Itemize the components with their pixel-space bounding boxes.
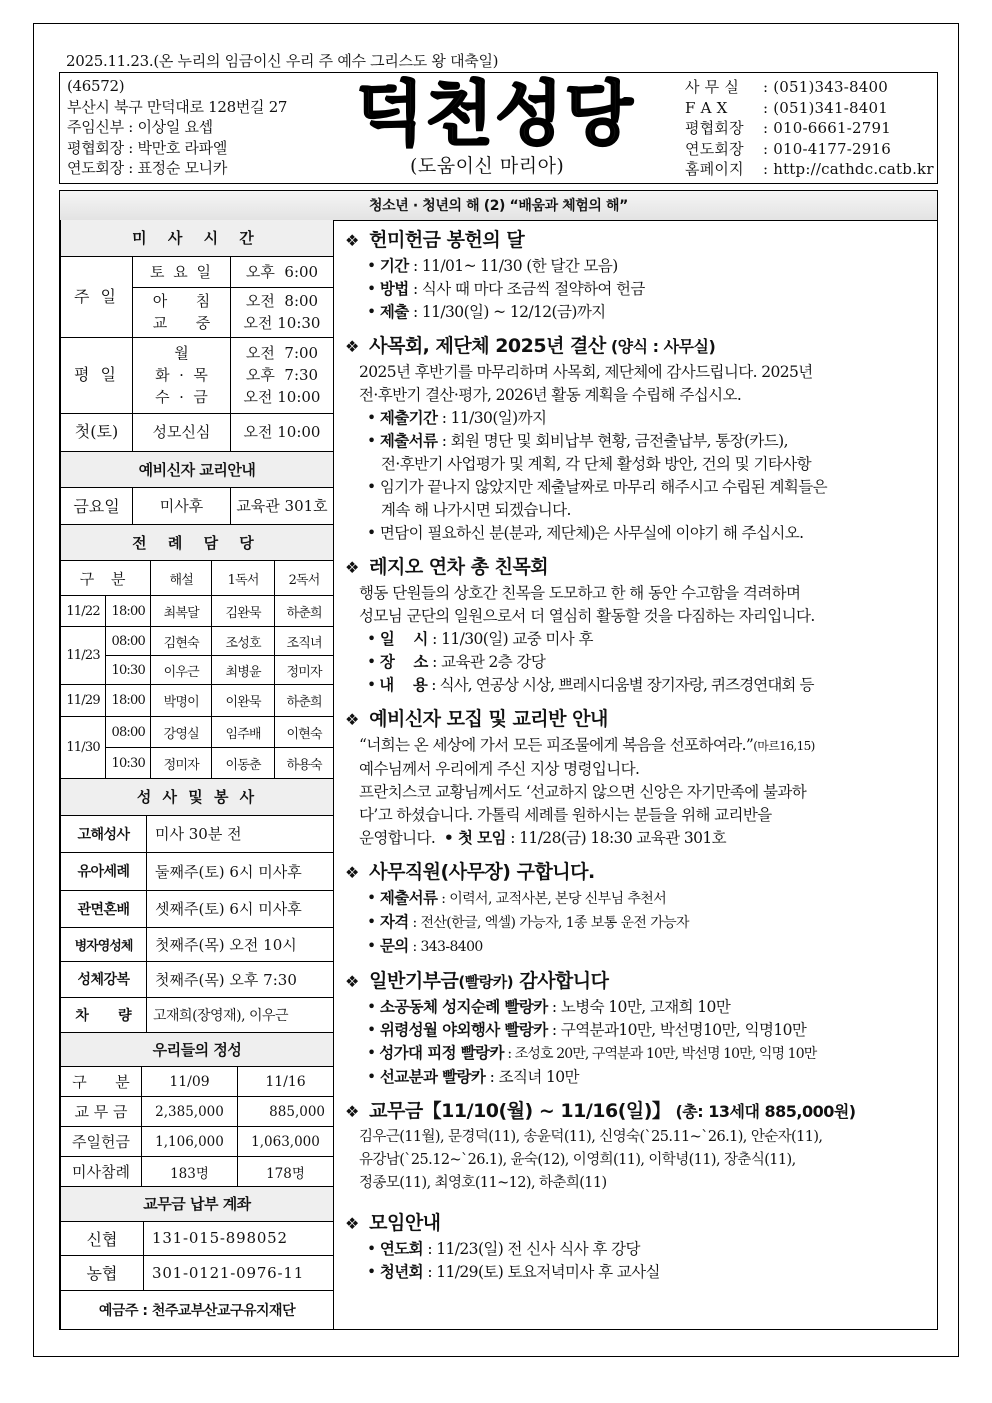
mass-schedule-title: 미 사 시 간	[61, 220, 334, 256]
liturgy-roster-table: 전 례 담 당 구 분 해설 1독서 2독서 11/22 18:00 최복달 김완묵 하춘희 11/23 08:00 김현숙 조성호 조직녀 10:30 이우근 최병윤 정미자 11/29 18:00 박명이 이완묵 하춘희 11/30 08:00 강영실 임주배 이현숙 10:30 정미자 이동춘 하용숙	[60, 525, 334, 780]
contact-council: 평협회장 : 010-6661-2791	[685, 119, 891, 137]
section-donations: ❖ 일반기부금(빨랑카) 감사합니다 • 소공동체 성지순례 빨랑카 : 노병숙 10만, 고재희 10만 • 위령성월 야외행사 빨랑카 : 구역분과10만, 박선명10만, 익명10만 • 성가대 피정 빨랑카 : 조성호 20만, 구역분과 10만, 박선명 10만, 익명 10만 • 선교분과 빨랑카 : 조직녀 10만	[345, 970, 817, 1086]
account-table: 교무금 납부 계좌 신협 131-015-898052 농협 301-0121-0976-11 예금주 : 천주교부산교구유지재단	[60, 1187, 334, 1330]
section-meetings: ❖ 모임안내 • 연도회 : 11/23(일) 전 신사 식사 후 강당 • 청년회 : 11/29(토) 토요저녁미사 후 교사실	[345, 1212, 660, 1281]
dateline: 2025.11.23.(온 누리의 임금이신 우리 주 예수 그리스도 왕 대축일)	[66, 52, 499, 70]
liturgy-row: 11/23 08:00 김현숙 조성호 조직녀	[61, 627, 334, 656]
parish-info	[67, 76, 287, 179]
address: 부산시 북구 만덕대로 128번길 27	[67, 97, 288, 116]
diamond-bullet-icon: ❖	[345, 972, 359, 991]
section-legio: ❖ 레지오 연차 총 친목회 행동 단원들의 상호간 친목을 도모하고 한 해 동안 수고함을 격려하며 성모님 군단의 일원으로서 더 열심히 활동할 것을 다짐하는 자리입니다. • 일 시 : 11/30(일) 교중 미사 후 • 장 소 : 교육관 2층 강당 • 내 용 : 식사, 연공상 시상, 쁘레시디움별 장기자랑, 퀴즈경연대회 등	[345, 556, 815, 694]
diamond-bullet-icon: ❖	[345, 231, 359, 250]
section-catechumen: ❖ 예비신자 모집 및 교리반 안내 “너희는 온 세상에 가서 모든 피조물에게 복음을 선포하여라.”(마르16,15) 예수님께서 우리에게 주신 지상 명령입니다. 프란치스코 교황님께서도 ‘선교하지 않으면 신앙은 자기만족에 불과하 다’고 하셨습니다. 가톨릭 세례를 원하시는 분들을 위해 교리반을 운영합니다. • 첫 모임 : 11/28(금) 18:30 교육관 301호	[345, 708, 815, 847]
diamond-bullet-icon: ❖	[345, 337, 359, 356]
diamond-bullet-icon: ❖	[345, 558, 359, 577]
contact-homepage: 홈페이지 : http://cathdc.catb.kr	[685, 160, 934, 178]
contact-fax: F A X : (051)341-8401	[685, 98, 889, 117]
liturgy-row: 11/29 18:00 박명이 이완묵 하춘희	[61, 685, 334, 717]
year-theme-banner: 청소년 · 청년의 해 (2) “배움과 체험의 해”	[59, 190, 938, 221]
liturgy-row: 10:30 이우근 최병윤 정미자	[61, 656, 334, 685]
diamond-bullet-icon: ❖	[345, 1214, 359, 1233]
content-box	[59, 220, 938, 1330]
contact-yeondo: 연도회장 : 010-4177-2916	[685, 139, 891, 158]
catechumen-title: 예비신자 교리안내	[61, 451, 334, 487]
postal-code: (46572)	[67, 77, 125, 95]
council-president: 평협회장 : 박만호 라파엘	[67, 138, 228, 157]
sacraments-table: 성 사 및 봉 사 고해성사 미사 30분 전 유아세례 둘째주(토) 6시 미사후 관면혼배 셋째주(토) 6시 미사후 병자영성체 첫째주(목) 오전 10시 성체강복 첫째주(목) 오후 7:30 차 량 고재희(장영재), 이우근	[60, 779, 334, 1033]
header-box	[59, 72, 938, 184]
pastor: 주임신부 : 이상일 요셉	[67, 118, 213, 136]
liturgy-row: 10:30 정미자 이동춘 하용숙	[61, 748, 334, 779]
sacraments-title: 성 사 및 봉 사	[61, 779, 334, 815]
yeondo-president: 연도회장 : 표정순 모니카	[67, 159, 228, 177]
right-column	[345, 226, 935, 1292]
liturgy-row: 11/30 08:00 강영실 임주배 이현숙	[61, 717, 334, 748]
section-rice-offering: ❖ 헌미헌금 봉헌의 달 • 기간 : 11/01~ 11/30 (한 달간 모음) • 방법 : 식사 때 마다 조금씩 절약하여 헌금 • 제출 : 11/30(일) ~ 12/12(금)까지	[345, 229, 645, 321]
weekday-label: 평 일	[61, 337, 133, 413]
parish-subtitle: (도움이신 마리아)	[410, 155, 565, 177]
account-title: 교무금 납부 계좌	[61, 1187, 334, 1221]
contact-office: 사 무 실 : (051)343-8400	[685, 78, 889, 96]
liturgy-roster-title: 전 례 담 당	[61, 525, 334, 561]
liturgy-row: 11/22 18:00 최복달 김완묵 하춘희	[61, 596, 334, 627]
diamond-bullet-icon: ❖	[345, 710, 359, 729]
offering-table: 우리들의 정성 구 분 11/09 11/16 교 무 금 2,385,000 885,000 주일헌금 1,106,000 1,063,000 미사참례 183명 178명	[60, 1033, 334, 1188]
sunday-label: 주 일	[61, 256, 133, 337]
homepage-link[interactable]: : http://cathdc.catb.kr	[763, 160, 934, 178]
account-holder: 예금주 : 천주교부산교구유지재단	[61, 1290, 334, 1330]
section-settlement: ❖ 사목회, 제단체 2025년 결산 (양식 : 사무실) 2025년 후반기를 마무리하며 사목회, 제단체에 감사드립니다. 2025년 전·후반기 결산·평가, 2026년 활동 계획을 수립해 주십시오. • 제출기간 : 11/30(일)까지 • 제출서류 : 회원 명단 및 회비납부 현황, 금전출납부, 통장(카드), 전·후반기 사업평가 및 계획, 각 단체 활성화 방안, 건의 및 기타사항 • 임기가 끝나지 않았지만 제출날짜로 마무리 해주시고 수립된 계획들은 계속 해 나가시면 되겠습니다. • 면담이 필요하신 분(분과, 제단체)은 사무실에 이야기 해 주십시오.	[345, 335, 827, 542]
parish-title: 덕천성당	[356, 73, 635, 155]
section-job-posting: ❖ 사무직원(사무장) 구합니다. • 제출서류 : 이력서, 교적사본, 본당 신부님 추천서 • 자격 : 전산(한글, 엑셀) 가능자, 1종 보통 운전 가능자 • 문의 : 343-8400	[345, 861, 689, 955]
left-column	[60, 220, 334, 1329]
contact-list	[685, 77, 934, 180]
diamond-bullet-icon: ❖	[345, 1102, 359, 1121]
offering-title: 우리들의 정성	[61, 1033, 334, 1067]
section-dues: ❖ 교무금【11/10(월) ~ 11/16(일)】 (총: 13세대 885,000원) 김우근(11월), 문경덕(11), 송윤덕(11), 신영숙(`25.11~`26.1), 안순자(11), 유강남(`25.12~`26.1), 윤숙(12), 이영희(11), 이학녕(11), 장춘식(11), 정종모(11), 최영호(11~12), 하춘희(11)	[345, 1100, 856, 1191]
mass-schedule-table: 미 사 시 간 주 일 토 요 일 오후 6:00 아 침 교 중 오전 8:00 오전 10:30 평 일 월 화 · 목 수 · 금 오전 7:00 오후 7:30 오전 10:00 첫(토) 성모신심 오전 10:00 예비신자 교리안내 금요일 미사후 교육관 301호	[60, 220, 334, 525]
diamond-bullet-icon: ❖	[345, 863, 359, 882]
